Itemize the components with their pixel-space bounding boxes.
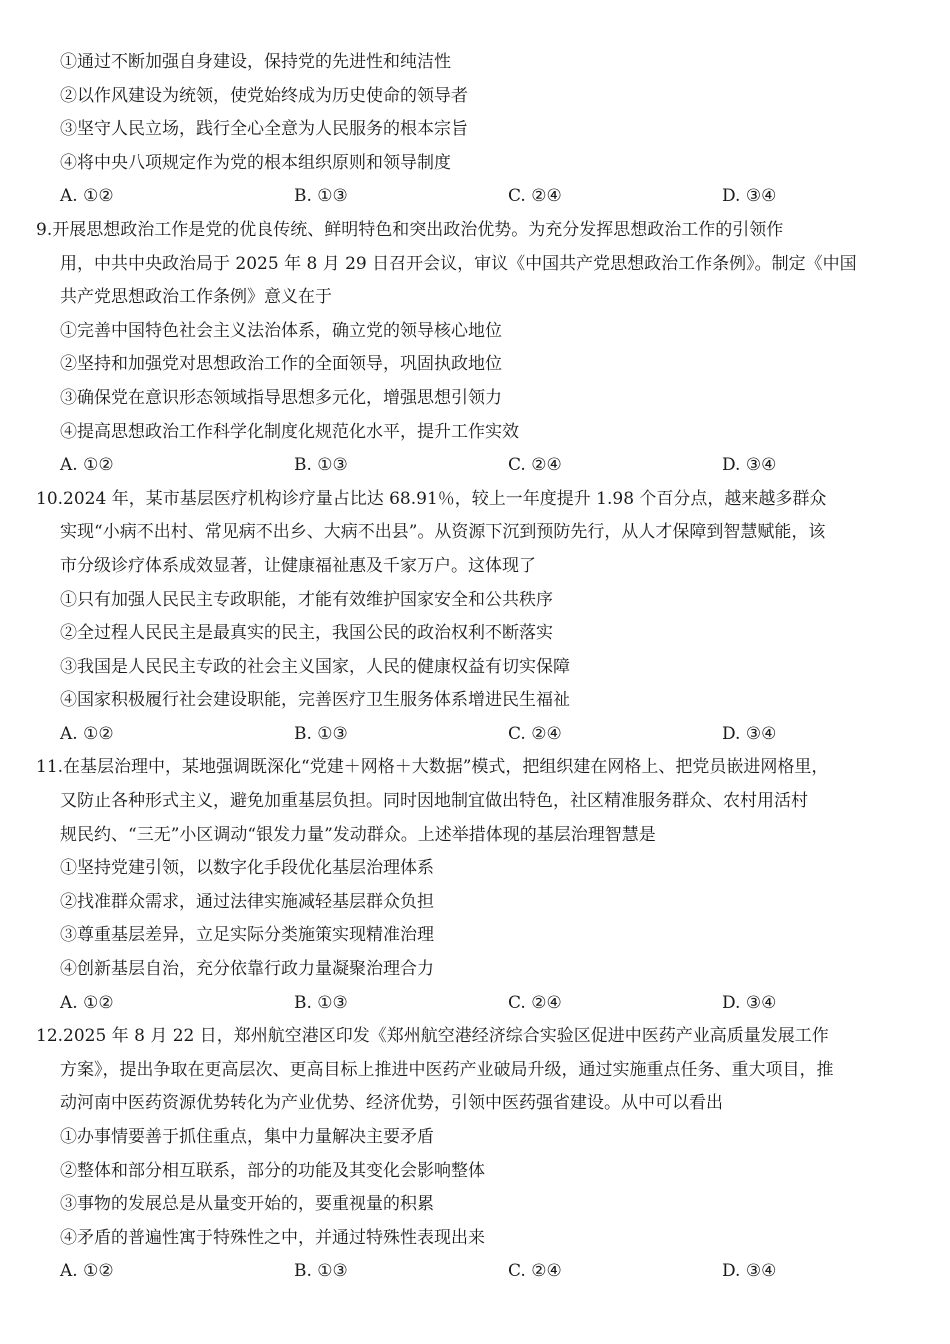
- q8-option-2: ②以作风建设为统领，使党始终成为历史使命的领导者: [60, 85, 468, 106]
- question-10: [0, 483, 950, 752]
- q8-choice-a: A. ①②: [60, 186, 114, 207]
- q10-option-2: ②全过程人民民主是最真实的民主，我国公民的政治权利不断落实: [60, 623, 553, 644]
- q9-stem-line-1: 9.开展思想政治工作是党的优良传统、鲜明特色和突出政治优势。为充分发挥思想政治工作的引领作: [36, 219, 784, 240]
- q12-answer-choices: [0, 1255, 950, 1289]
- q8-option-4: ④将中央八项规定作为党的根本组织原则和领导制度: [60, 152, 451, 173]
- q9-choice-c: C. ②④: [508, 455, 562, 476]
- q9-choice-d: D. ③④: [722, 455, 777, 476]
- q11-option-1: ①坚持党建引领，以数字化手段优化基层治理体系: [60, 858, 434, 879]
- q11-answer-choices: [0, 987, 950, 1021]
- q11-choice-d: D. ③④: [722, 992, 777, 1013]
- q8-option-3: ③坚守人民立场，践行全心全意为人民服务的根本宗旨: [60, 119, 468, 140]
- q10-stem-line-3: 市分级诊疗体系成效显著，让健康福祉惠及千家万户。这体现了: [60, 555, 536, 576]
- q12-option-4: ④矛盾的普遍性寓于特殊性之中，并通过特殊性表现出来: [60, 1227, 485, 1248]
- q11-stem-line-3: 规民约、“三无”小区调动“银发力量”发动群众。上述举措体现的基层治理智慧是: [60, 824, 656, 845]
- q10-answer-choices: [0, 718, 950, 752]
- q12-choice-c: C. ②④: [508, 1261, 562, 1282]
- q9-option-4: ④提高思想政治工作科学化制度化规范化水平，提升工作实效: [60, 421, 519, 442]
- q11-option-2: ②找准群众需求，通过法律实施减轻基层群众负担: [60, 891, 434, 912]
- q12-choice-a: A. ①②: [60, 1261, 114, 1282]
- q10-option-3: ③我国是人民民主专政的社会主义国家，人民的健康权益有切实保障: [60, 656, 570, 677]
- question-11: [0, 751, 950, 1020]
- q12-option-2: ②整体和部分相互联系，部分的功能及其变化会影响整体: [60, 1160, 485, 1181]
- q10-choice-d: D. ③④: [722, 723, 777, 744]
- question-8: [0, 46, 950, 214]
- q8-choice-c: C. ②④: [508, 186, 562, 207]
- q12-stem-line-2: 方案》，提出争取在更高层次、更高目标上推进中医药产业破局升级，通过实施重点任务、重大项目，推: [60, 1059, 834, 1080]
- q12-stem-line-3: 动河南中医药资源优势转化为产业优势、经济优势，引领中医药强省建设。从中可以看出: [60, 1093, 723, 1114]
- q11-choice-b: B. ①③: [294, 992, 348, 1013]
- q11-choice-a: A. ①②: [60, 992, 114, 1013]
- q10-choice-b: B. ①③: [294, 723, 348, 744]
- q12-option-3: ③事物的发展总是从量变开始的，要重视量的积累: [60, 1194, 434, 1215]
- q10-stem-line-2: 实现“小病不出村、常见病不出乡、大病不出县”。从资源下沉到预防先行，从人才保障到智慧赋能，该: [60, 522, 826, 543]
- q11-option-4: ④创新基层自治，充分依靠行政力量凝聚治理合力: [60, 959, 434, 980]
- q8-answer-choices: [0, 180, 950, 214]
- q9-choice-a: A. ①②: [60, 455, 114, 476]
- q12-stem-line-1: 12.2025 年 8 月 22 日，郑州航空港区印发《郑州航空港经济综合实验区促进中医药产业高质量发展工作: [36, 1026, 829, 1047]
- q9-choice-b: B. ①③: [294, 455, 348, 476]
- exam-page: [0, 46, 950, 1289]
- question-12: [0, 1020, 950, 1289]
- q9-option-1: ①完善中国特色社会主义法治体系，确立党的领导核心地位: [60, 320, 502, 341]
- q10-option-1: ①只有加强人民民主专政职能，才能有效维护国家安全和公共秩序: [60, 589, 553, 610]
- q11-choice-c: C. ②④: [508, 992, 562, 1013]
- q11-option-3: ③尊重基层差异，立足实际分类施策实现精准治理: [60, 925, 434, 946]
- q9-stem-line-2: 用，中共中央政治局于 2025 年 8 月 29 日召开会议，审议《中国共产党思想政治工作条例》。制定《中国: [60, 253, 857, 274]
- q11-stem-line-2: 又防止各种形式主义，避免加重基层负担。同时因地制宜做出特色，社区精准服务群众、农村用活村: [60, 791, 808, 812]
- q9-option-2: ②坚持和加强党对思想政治工作的全面领导，巩固执政地位: [60, 354, 502, 375]
- q10-choice-a: A. ①②: [60, 723, 114, 744]
- q9-stem-line-3: 共产党思想政治工作条例》意义在于: [60, 287, 332, 308]
- q12-choice-b: B. ①③: [294, 1261, 348, 1282]
- q9-option-3: ③确保党在意识形态领域指导思想多元化，增强思想引领力: [60, 387, 502, 408]
- q12-option-1: ①办事情要善于抓住重点，集中力量解决主要矛盾: [60, 1127, 434, 1147]
- q10-stem-line-1: 10.2024 年，某市基层医疗机构诊疗量占比达 68.91％，较上一年度提升 1.98 个百分点，越来越多群众: [36, 488, 827, 509]
- q9-answer-choices: [0, 449, 950, 483]
- q8-option-1: ①通过不断加强自身建设，保持党的先进性和纯洁性: [60, 52, 451, 72]
- q8-choice-d: D. ③④: [722, 186, 777, 207]
- q11-stem-line-1: 11.在基层治理中，某地强调既深化“党建＋网格＋大数据”模式，把组织建在网格上、把党员嵌进网格里，: [36, 757, 829, 778]
- q10-option-4: ④国家积极履行社会建设职能，完善医疗卫生服务体系增进民生福祉: [60, 690, 570, 711]
- q8-choice-b: B. ①③: [294, 186, 348, 207]
- question-9: [0, 214, 950, 483]
- q10-choice-c: C. ②④: [508, 723, 562, 744]
- q12-choice-d: D. ③④: [722, 1261, 777, 1282]
